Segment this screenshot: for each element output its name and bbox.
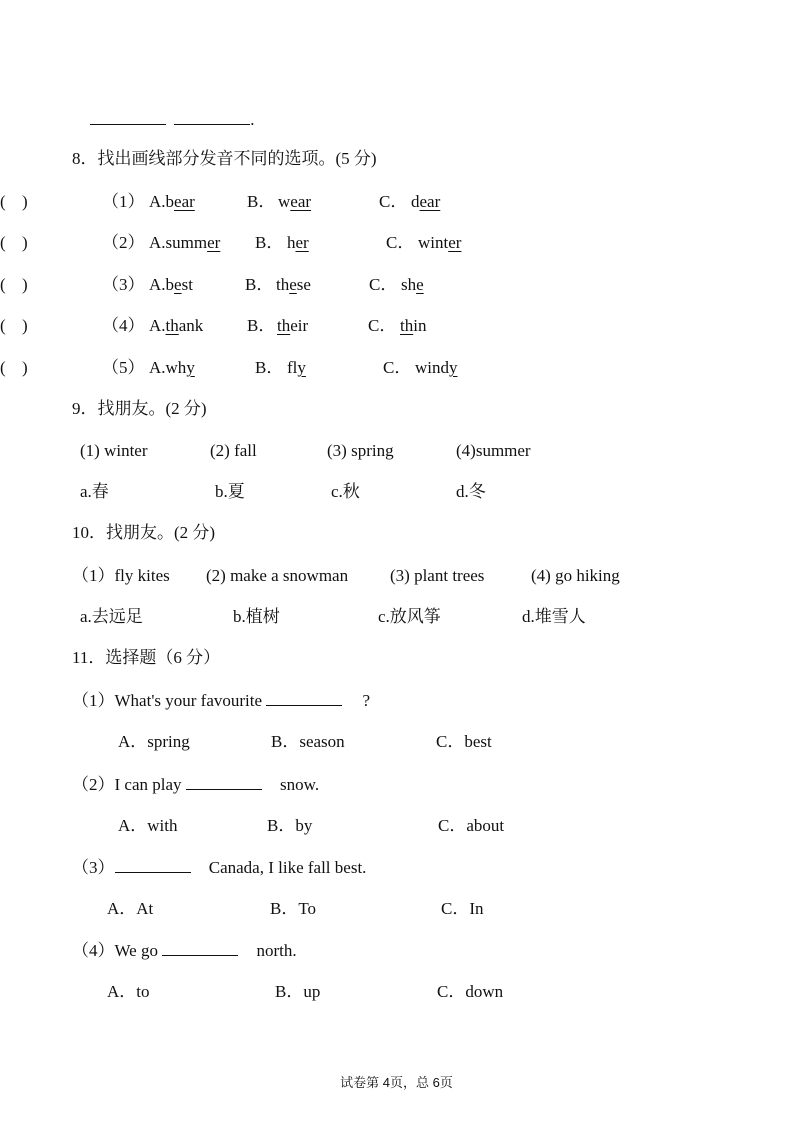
q11-2-option-c: C．about xyxy=(438,816,505,835)
option-b-underlined: er xyxy=(295,233,309,252)
option-a xyxy=(149,191,195,213)
blank[interactable] xyxy=(90,108,166,125)
q10-right-b: b.植树 xyxy=(233,607,280,626)
option-c-label: C． xyxy=(369,275,398,294)
option-c xyxy=(415,357,458,379)
option-b-underlined: th xyxy=(277,316,291,335)
option-b-text: eir xyxy=(290,316,309,335)
option-a-underlined: e xyxy=(174,275,182,294)
answer-blanks: . xyxy=(90,108,255,131)
q9-right-b: b.夏 xyxy=(215,482,245,501)
option-b-label: B． xyxy=(247,192,276,211)
option-c-text: d xyxy=(411,192,420,211)
paren-close[interactable]: ) xyxy=(22,192,28,211)
item-number: （3） xyxy=(102,275,145,294)
page-footer: 试卷第 4页，总 6页 xyxy=(340,1075,453,1090)
q11-3-option-a: A．At xyxy=(107,899,154,918)
q9-left-1: (1) winter xyxy=(80,441,148,460)
item-number: （2） xyxy=(102,233,145,252)
item-number: （5） xyxy=(102,358,145,377)
answer-blank[interactable] xyxy=(162,939,238,956)
option-b-text: fl xyxy=(287,358,298,377)
paren-close[interactable]: ) xyxy=(22,316,28,335)
q11-item-3: （3） Canada, I like fall best. xyxy=(72,858,367,877)
paren-close[interactable]: ) xyxy=(22,275,28,294)
option-c-label: C． xyxy=(368,316,397,335)
q10-right-a: a.去远足 xyxy=(80,607,143,626)
option-a xyxy=(149,357,195,379)
option-a-underlined: th xyxy=(165,316,179,335)
option-c-underlined: th xyxy=(400,316,414,335)
option-b-label: B． xyxy=(255,358,284,377)
option-a-text: A.b xyxy=(149,192,175,211)
option-b-underlined: ear xyxy=(290,192,312,211)
q11-item-4: （4）We go north. xyxy=(72,941,297,960)
answer-blank[interactable] xyxy=(186,773,262,790)
q11-2-option-a: A．with xyxy=(118,816,178,835)
option-b-label: B． xyxy=(255,233,284,252)
option-b-underlined: e xyxy=(289,275,297,294)
q11-1-option-c: C．best xyxy=(436,732,492,751)
option-c-label: C． xyxy=(383,358,412,377)
answer-blank[interactable] xyxy=(266,689,342,706)
option-b-label: B． xyxy=(245,275,274,294)
option-c-underlined: ear xyxy=(419,192,441,211)
option-c-text: wind xyxy=(415,358,449,377)
option-a-text: A.b xyxy=(149,275,175,294)
option-a-text: A. xyxy=(149,316,166,335)
option-a xyxy=(149,274,193,296)
option-b-text: th xyxy=(276,275,290,294)
q11-3-option-c: C．In xyxy=(441,899,484,918)
q11-4-option-b: B．up xyxy=(275,982,321,1001)
item-number: （4） xyxy=(102,316,145,335)
option-a-text: A.wh xyxy=(149,358,187,377)
option-c-underlined: y xyxy=(449,358,458,377)
q10-left-2: (2) make a snowman xyxy=(206,566,349,585)
paren-open[interactable]: ( xyxy=(0,192,6,211)
option-c-underlined: er xyxy=(448,233,462,252)
option-b xyxy=(278,191,311,213)
q9-right-d: d.冬 xyxy=(456,482,486,501)
q10-right-c: c.放风筝 xyxy=(378,607,441,626)
option-a-text: ank xyxy=(178,316,204,335)
option-c xyxy=(400,315,426,337)
option-a-underlined: y xyxy=(186,358,195,377)
q10-right-d: d.堆雪人 xyxy=(522,607,586,626)
paren-open[interactable]: ( xyxy=(0,275,6,294)
q9-left-3: (3) spring xyxy=(327,441,394,460)
option-a-text: A.summ xyxy=(149,233,208,252)
q11-item-2: （2）I can play snow. xyxy=(72,775,320,794)
option-b xyxy=(287,357,306,379)
q11-2-option-b: B．by xyxy=(267,816,313,835)
paren-open[interactable]: ( xyxy=(0,316,6,335)
q9-right-c: c.秋 xyxy=(331,482,360,501)
q9-left-4: (4)summer xyxy=(456,441,531,460)
option-a xyxy=(149,315,203,337)
q11-1-option-a: A．spring xyxy=(118,732,190,751)
option-b xyxy=(276,274,311,296)
q8-title: 8．找出画线部分发音不同的选项。(5 分) xyxy=(72,149,377,168)
option-c-text: sh xyxy=(401,275,417,294)
option-a-underlined: er xyxy=(207,233,221,252)
option-c-text: in xyxy=(413,316,427,335)
answer-blank[interactable] xyxy=(115,856,191,873)
option-a xyxy=(149,232,220,254)
blank[interactable] xyxy=(174,108,250,125)
q9-right-a: a.春 xyxy=(80,482,109,501)
q10-left-1: （1）fly kites xyxy=(72,566,170,585)
option-b-underlined: y xyxy=(297,358,306,377)
option-b xyxy=(287,232,309,254)
q10-left-3: (3) plant trees xyxy=(390,566,485,585)
option-b xyxy=(277,315,308,337)
option-c-label: C． xyxy=(386,233,415,252)
paren-close[interactable]: ) xyxy=(22,233,28,252)
option-b-text: h xyxy=(287,233,296,252)
q11-4-option-c: C．down xyxy=(437,982,504,1001)
option-b-text: se xyxy=(296,275,311,294)
option-c xyxy=(411,191,440,213)
q11-title: 11．选择题（6 分） xyxy=(72,648,221,667)
q10-title: 10．找朋友。(2 分) xyxy=(72,523,216,542)
option-b-label: B． xyxy=(247,316,276,335)
option-c-text: wint xyxy=(418,233,449,252)
option-c-underlined: e xyxy=(416,275,424,294)
option-c xyxy=(401,274,424,296)
q11-1-option-b: B．season xyxy=(271,732,345,751)
q11-item-1: （1）What's your favourite ? xyxy=(72,691,371,710)
paren-close[interactable]: ) xyxy=(22,358,28,377)
paren-open[interactable]: ( xyxy=(0,358,6,377)
q9-title: 9．找朋友。(2 分) xyxy=(72,399,207,418)
option-a-underlined: ear xyxy=(174,192,195,211)
option-c xyxy=(418,232,461,254)
option-b-text: w xyxy=(278,192,291,211)
q10-left-4: (4) go hiking xyxy=(531,566,620,585)
item-number: （1） xyxy=(102,192,145,211)
option-c-label: C． xyxy=(379,192,408,211)
option-a-text: st xyxy=(181,275,193,294)
paren-open[interactable]: ( xyxy=(0,233,6,252)
q11-3-option-b: B．To xyxy=(270,899,317,918)
q11-4-option-a: A．to xyxy=(107,982,150,1001)
q9-left-2: (2) fall xyxy=(210,441,257,460)
